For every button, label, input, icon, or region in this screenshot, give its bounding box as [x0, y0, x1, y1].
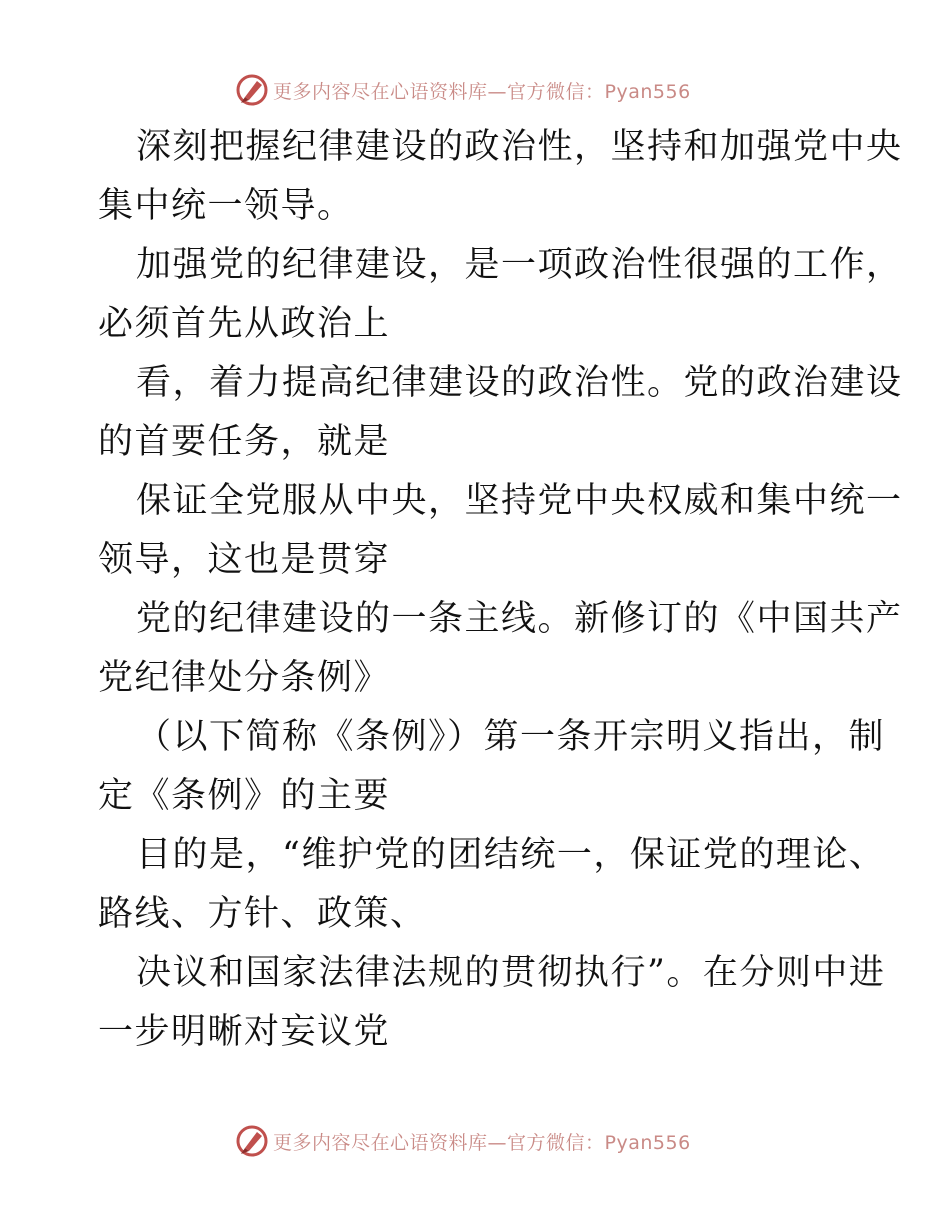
text-line: 定《条例》的主要 — [98, 776, 391, 816]
text-line: 加强党的纪律建设，是一项政治性很强的工作， — [136, 245, 903, 285]
text-line: 目的是，“维护党的团结统一，保证党的理论、 — [136, 835, 886, 875]
body-text — [98, 118, 903, 1062]
text-line: 看，着力提高纪律建设的政治性。党的政治建设 — [136, 363, 903, 403]
watermark-text: 更多内容尽在心语资料库—官方微信：Pyan556 — [273, 80, 691, 103]
text-line: 党纪律处分条例》 — [98, 658, 391, 698]
text-line: 领导，这也是贯穿 — [98, 540, 391, 580]
header-watermark — [235, 72, 691, 108]
text-line: 路线、方针、政策、 — [98, 894, 427, 934]
text-line: 深刻把握纪律建设的政治性，坚持和加强党中央 — [136, 127, 903, 167]
text-line: 的首要任务，就是 — [98, 422, 391, 462]
text-line: 必须首先从政治上 — [98, 304, 391, 344]
pen-nib-logo-icon — [235, 73, 269, 107]
footer-watermark — [235, 1123, 691, 1159]
text-line: 一步明晰对妄议党 — [98, 1012, 391, 1052]
text-line: 决议和国家法律法规的贯彻执行”。在分则中进 — [136, 953, 886, 993]
text-line: 集中统一领导。 — [98, 186, 354, 226]
text-line: （以下简称《条例》）第一条开宗明义指出，制 — [136, 717, 886, 757]
pen-nib-logo-icon — [235, 1124, 269, 1158]
text-line: 保证全党服从中央，坚持党中央权威和集中统一 — [136, 481, 903, 521]
text-line: 党的纪律建设的一条主线。新修订的《中国共产 — [136, 599, 903, 639]
watermark-text: 更多内容尽在心语资料库—官方微信：Pyan556 — [273, 1131, 691, 1154]
